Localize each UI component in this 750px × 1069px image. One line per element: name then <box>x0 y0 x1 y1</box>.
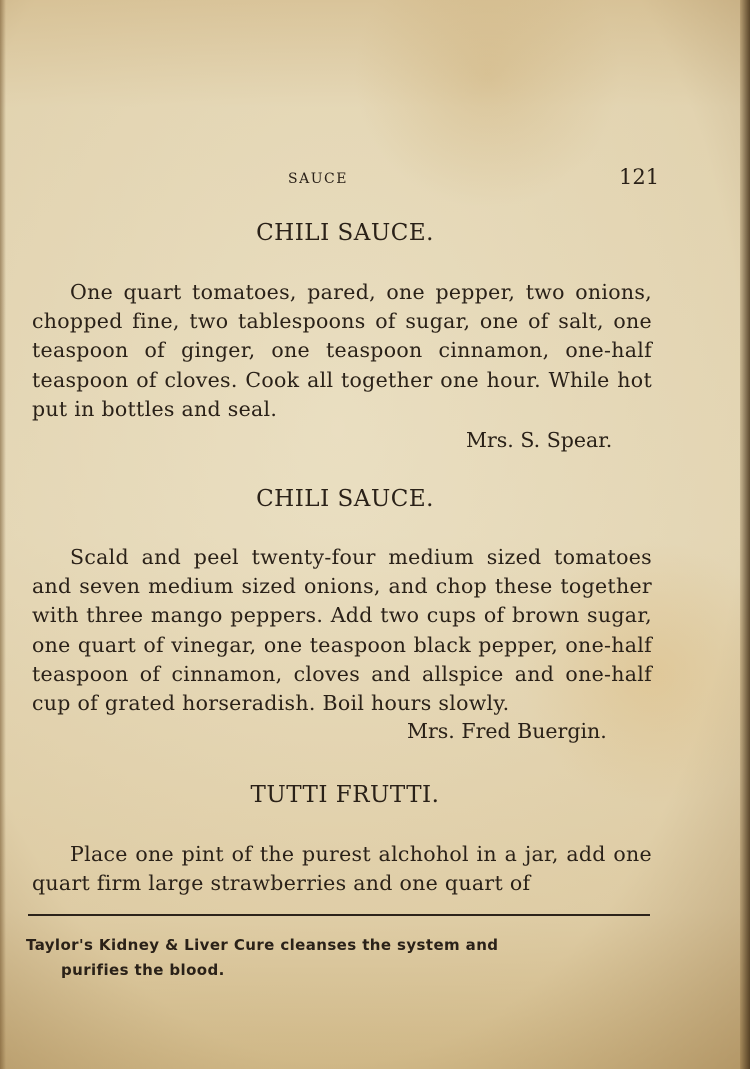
page-right-edge <box>740 0 750 1069</box>
page-left-edge <box>0 0 6 1069</box>
recipe-author: Mrs. Fred Buergin. <box>407 719 607 743</box>
recipe-body <box>32 840 652 898</box>
recipe-body-text: One quart tomatoes, pared, one pepper, two onions, chopped fine, two tablespoons of sugar, one of salt, one teaspoon of ginger, one teaspoon cinnamon, one-half teaspoon of cloves. Cook all together one hour. While hot put in bottles and seal. <box>32 280 652 421</box>
recipe-title: CHILI SAUCE. <box>256 220 434 246</box>
recipe-body <box>32 278 652 424</box>
running-head: SAUCE <box>288 171 348 187</box>
recipe-body <box>32 543 652 718</box>
recipe-body-text: Scald and peel twenty-four medium sized tomatoes and seven medium sized onions, and chop these together with three mango peppers. Add two cups of brown sugar, one quart of vinegar, one teaspoon black pepper, one-half teaspoon of cinnamon, cloves and allspice and one-half cup of grated horseradish. Boil hours slowly. <box>32 545 652 716</box>
footer-line-1: Taylor's Kidney & Liver Cure cleanses the system and <box>26 936 499 954</box>
recipe-title: CHILI SAUCE. <box>256 486 434 512</box>
recipe-title: TUTTI FRUTTI. <box>250 782 440 808</box>
footer-rule <box>28 914 650 916</box>
page-number: 121 <box>619 165 660 189</box>
recipe-body-text: Place one pint of the purest alchohol in a jar, add one quart firm large strawberries and one quart of <box>32 842 652 896</box>
advertisement-footer <box>26 933 656 983</box>
footer-line-2: purifies the blood. <box>61 961 225 979</box>
recipe-author: Mrs. S. Spear. <box>466 428 613 452</box>
